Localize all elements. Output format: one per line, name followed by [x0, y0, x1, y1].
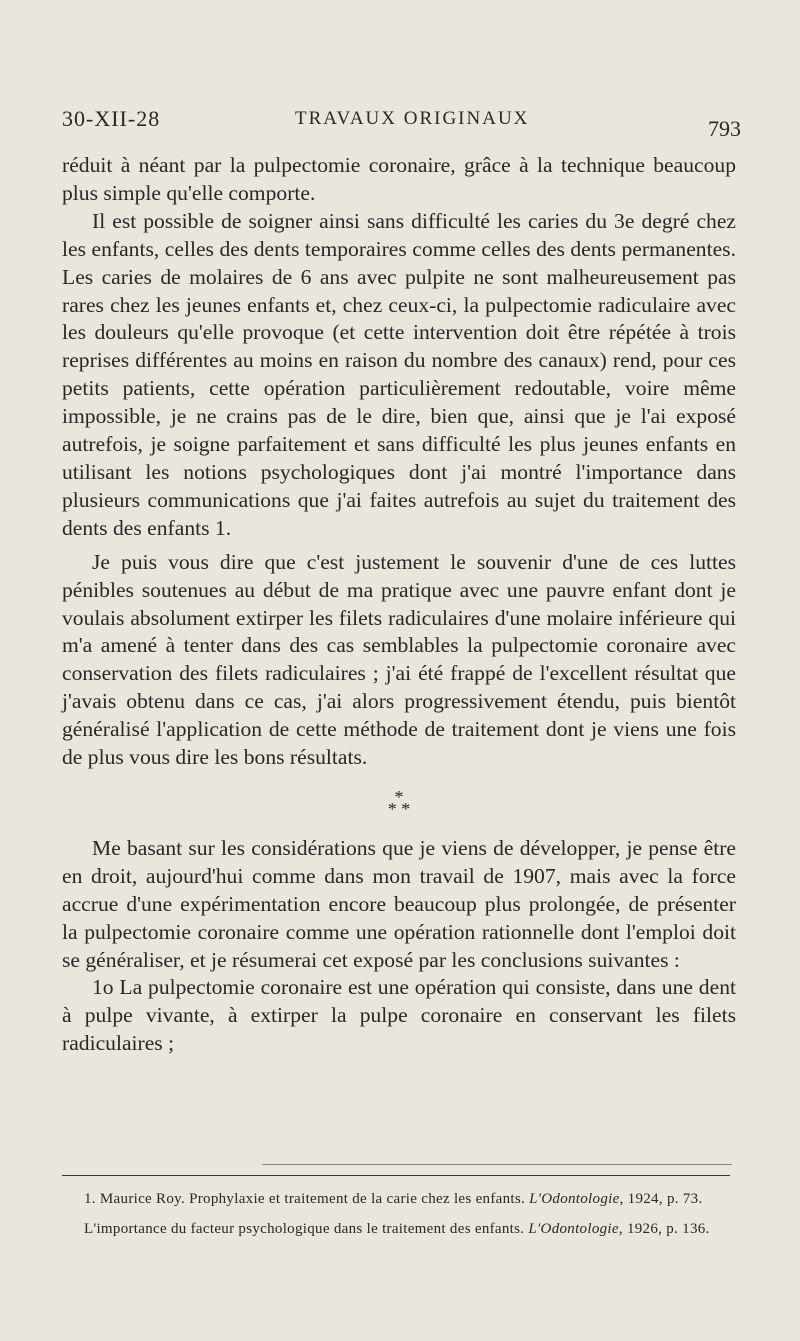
- paragraph-5: 1o La pulpectomie coronaire est une opération qui consiste, dans une dent à pulpe vivante, à extirper la pulpe coronaire en conservant les filets radiculaires ;: [62, 975, 736, 1056]
- asterism-separator: [62, 786, 736, 819]
- footnote-2: L'importance du facteur psychologique dans le traitement des enfants. L'Odontologie, 1926, p. 136.: [84, 1221, 710, 1237]
- paragraph-2: Il est possible de soigner ainsi sans difficulté les caries du 3e degré chez les enfants, celles des dents temporaires comme celles des dents permanentes. Les caries de molaires de 6 ans avec pulpite ne sont malheureusement pas rares chez les jeunes enfants et, chez ceux-ci, la pulpectomie radiculaire avec les douleurs qu'elle provoque (et cette intervention doit être répétée à trois reprises différentes au moins en raison du nombre des canaux) rend, pour ces petits patients, cette opération particulièrement redoutable, voire même impossible, je ne crains pas de le dire, bien que, ainsi que je l'ai exposé autrefois, je soigne parfaitement et sans difficulté les plus jeunes enfants en utilisant les notions psychologiques dont j'ai montré l'importance dans plusieurs communications que j'ai faites autrefois au sujet du traitement des dents des enfants 1.: [62, 208, 736, 540]
- footnote-rule: [62, 1175, 730, 1176]
- asterism-bottom: * *: [387, 798, 411, 819]
- running-header: [62, 106, 742, 146]
- header-section-title: TRAVAUX ORIGINAUX: [295, 108, 530, 129]
- body-text: [62, 152, 736, 1058]
- paragraph-3: Je puis vous dire que c'est justement le souvenir d'une de ces luttes pénibles soutenues au début de ma pratique avec une pauvre enfant dont je voulais absolument extirper les filets radiculaires d'une molaire inférieure qui m'a amené à tenter dans des cas semblables la pulpectomie coronaire avec conservation des filets radiculaires ; j'ai été frappé de l'excellent résultat que j'avais obtenu dans ce cas, j'ai alors progressivement étendu, puis bientôt généralisé l'application de cette méthode de traitement dont je viens une fois de plus vous dire les bons résultats.: [62, 549, 736, 770]
- paragraph-4: Me basant sur les considérations que je viens de développer, je pense être en droit, aujourd'hui comme dans mon travail de 1907, mais avec la force accrue d'une expérimentation encore beaucoup plus prolongée, de présenter la pulpectomie coronaire comme une opération rationnelle dont l'emploi doit se généraliser, et je résumerai cet exposé par les conclusions suivantes :: [62, 835, 736, 972]
- paragraph-1: réduit à néant par la pulpectomie coronaire, grâce à la technique beaucoup plus simple qu'elle comporte.: [62, 153, 736, 205]
- footnotes: [62, 1188, 734, 1240]
- header-date: 30-XII-28: [62, 106, 161, 131]
- asterism-top: *: [394, 786, 404, 807]
- footnote-rule-upper: [262, 1164, 732, 1165]
- page-number: 793: [708, 116, 741, 141]
- footnote-1: 1. Maurice Roy. Prophylaxie et traitement de la carie chez les enfants. L'Odontologie, 1924, p. 73.: [84, 1191, 703, 1207]
